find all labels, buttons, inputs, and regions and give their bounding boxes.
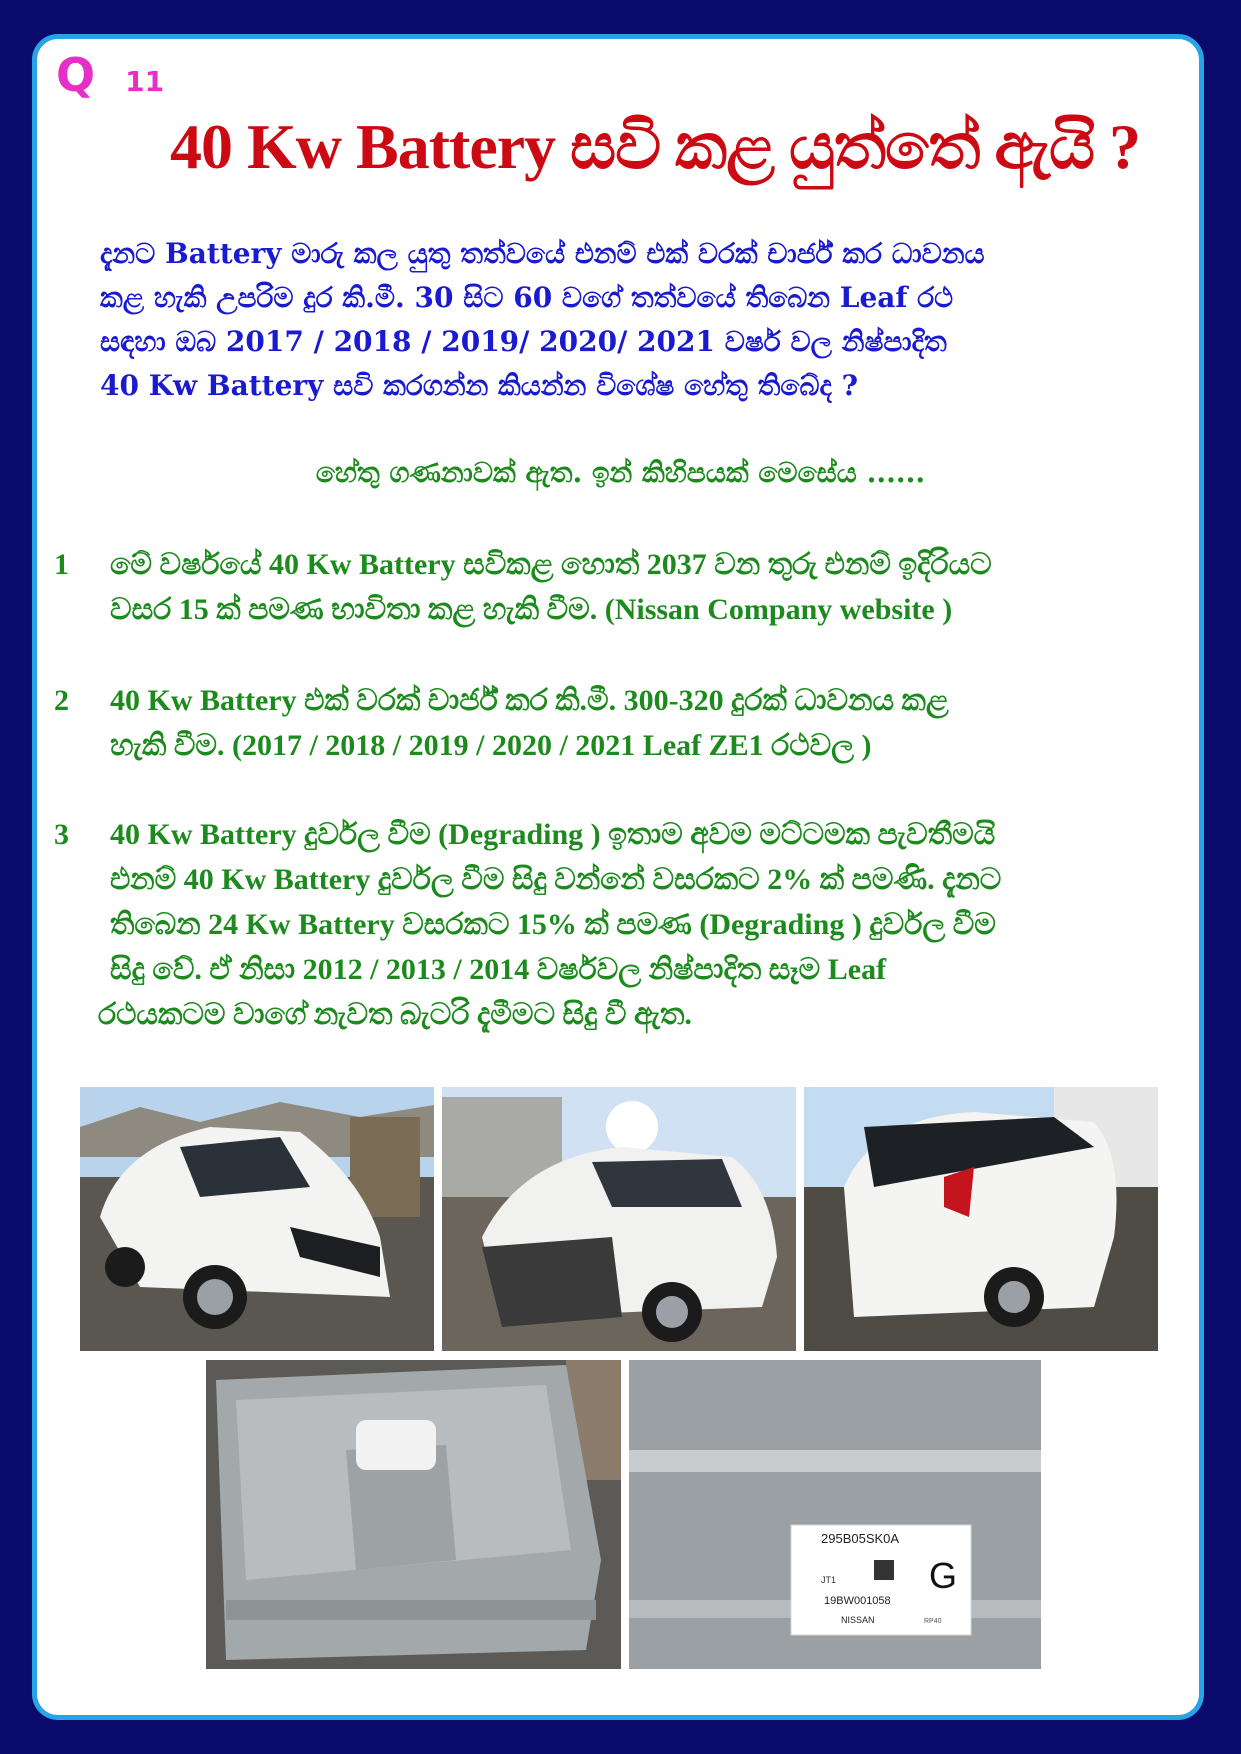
intro-line: කළ හැකි උපරිම දුර කි.මී. 30 සිට 60 වගේ තත්වයේ තිබෙන Leaf රථ	[100, 281, 954, 314]
point-number: 1	[54, 548, 69, 581]
intro-paragraph	[100, 232, 1160, 408]
label-grade: G	[929, 1555, 958, 1596]
car-photo-front-right	[80, 1087, 434, 1351]
label-serial: 19BW001058	[824, 1595, 891, 1607]
page-title: 40 Kw Battery සවි කළ යුත්තේ ඇයි ?	[170, 111, 1141, 182]
question-number: 11	[125, 65, 165, 98]
car-photo-front-left	[442, 1087, 796, 1351]
label-brand: NISSAN	[841, 1615, 875, 1625]
label-line: JT1	[821, 1575, 837, 1585]
question-label	[56, 48, 164, 102]
label-part-number: 295B05SK0A	[821, 1531, 900, 1546]
point-line: තිබෙන 24 Kw Battery වසරකට 15% ක් පමණ (Degrading ) දුර්වල වීම	[110, 908, 996, 941]
reasons-heading: හේතු ගණනාවක් ඇත. ඉන් කිහිපයක් මෙසේය ......	[315, 456, 926, 489]
car-photo-rear	[804, 1087, 1158, 1351]
intro-line: 40 Kw Battery සවි කරගන්න කියන්න විශේෂ හේතු තිබේද ?	[100, 369, 859, 402]
question-letter: Q	[56, 48, 96, 102]
point-line: හැකි වීම. (2017 / 2018 / 2019 / 2020 / 2021 Leaf ZE1 රථවල )	[110, 729, 872, 762]
point-line: 40 Kw Battery දුර්වල වීම (Degrading ) ඉතාම අවම මට්ටමක පැවතීමයි	[110, 818, 996, 851]
battery-pack-photo	[206, 1360, 621, 1669]
point-line: රථයකටම වාගේ නැවත බැටරි දැමීමට සිදු වී ඇත.	[98, 998, 692, 1031]
point-line: මේ වර්ෂයේ 40 Kw Battery සවිකළ හොත් 2037 වන තුරු එනම් ඉදිරියට	[110, 548, 992, 581]
intro-line: දැනට Battery මාරු කල යුතු තත්වයේ එනම් එක් වරක් චාර්ජ් කර ධාවනය	[100, 237, 985, 270]
point-number: 3	[54, 818, 69, 851]
point-text	[110, 678, 1230, 768]
point-line: එනම් 40 Kw Battery දුර්වල වීම සිදු වන්නේ වසරකට 2% ක් පමණි. දැනට	[110, 863, 1002, 896]
point-line: 40 Kw Battery එක් වරක් චාර්ජ් කර කි.මී. 300-320 දුරක් ධාවනය කළ	[110, 684, 949, 717]
point-text	[98, 812, 1230, 1037]
point-line: සිදු වේ. ඒ නිසා 2012 / 2013 / 2014 වර්ෂවල නිෂ්පාදිත සෑම Leaf	[110, 953, 887, 986]
point-number: 2	[54, 684, 69, 717]
intro-line: සඳහා ඔබ 2017 / 2018 / 2019/ 2020/ 2021 වර්ෂ වල නිෂ්පාදිත	[100, 325, 947, 358]
point-line: වසර 15 ක් පමණ භාවිතා කළ හැකි වීම. (Nissan Company website )	[110, 593, 953, 626]
label-code: RP40	[924, 1618, 942, 1625]
battery-label-photo	[629, 1360, 1041, 1669]
point-text	[110, 542, 1230, 632]
